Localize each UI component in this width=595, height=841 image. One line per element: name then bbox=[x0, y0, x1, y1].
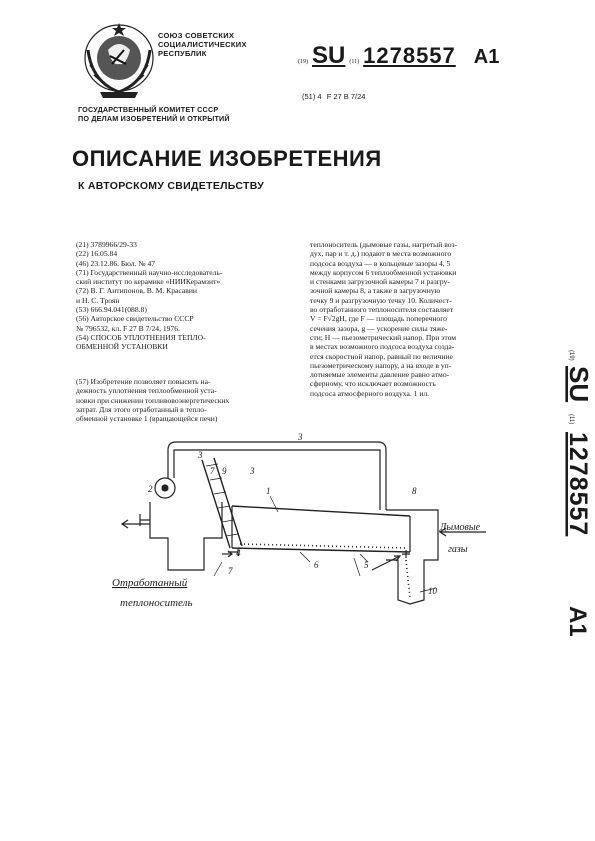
label-3a: 3 bbox=[198, 450, 203, 460]
abstract-line: и стенками загрузочной камеры 7 и разгру- bbox=[310, 277, 450, 287]
abstract-line: сферному, что исключает возможность bbox=[310, 379, 436, 389]
abstract-line: между корпусом 6 теплообменной установки bbox=[310, 267, 457, 277]
country-code: SU bbox=[312, 42, 346, 69]
biblio-line: (22) 16.05.84 bbox=[76, 249, 118, 259]
ipc-classification bbox=[302, 92, 365, 101]
abstract-line: дух, пар и т. д.) подают в места возможного bbox=[310, 249, 452, 259]
kiln-sealing-diagram bbox=[110, 420, 500, 620]
page-title: ОПИСАНИЕ ИЗОБРЕТЕНИЯ bbox=[72, 146, 382, 171]
abstract-line: ется скоростной напор, равный по величине bbox=[310, 351, 453, 361]
biblio-line: ОБМЕННОЙ УСТАНОВКИ bbox=[76, 342, 168, 352]
exhaust-label-2: теплоноситель bbox=[120, 597, 193, 609]
patent-number: 1278557 bbox=[363, 43, 456, 68]
code-11: (11) bbox=[349, 59, 360, 65]
ussr-emblem-icon bbox=[80, 20, 158, 100]
abstract-line: V = F√2gH, где F — площадь поперечного bbox=[310, 314, 447, 324]
biblio-line: (53) 666.94.041(088.8) bbox=[76, 305, 147, 315]
label-3b: 3 bbox=[298, 432, 303, 442]
org-line: СОЮЗ СОВЕТСКИХ bbox=[158, 31, 235, 40]
exhaust-label-1: Отработанный bbox=[112, 577, 188, 589]
organization-name bbox=[158, 31, 247, 58]
label-5: 5 bbox=[364, 560, 369, 570]
flue-gas-label-1: Дымовые bbox=[440, 522, 481, 533]
vertical-doc-kind: A1 bbox=[564, 606, 591, 637]
biblio-line: и Н. С. Троян bbox=[76, 295, 120, 305]
abstract-line: дежность уплотнения теплообменной уста- bbox=[76, 386, 217, 396]
committee-line: ПО ДЕЛАМ ИЗОБРЕТЕНИЙ И ОТКРЫТИЙ bbox=[78, 114, 230, 123]
abstract-line: во отработанного теплоносителя составляет bbox=[310, 305, 454, 315]
label-3c: 3 bbox=[250, 466, 255, 476]
label-4: 4 bbox=[236, 548, 241, 558]
document-kind: A1 bbox=[473, 46, 500, 68]
abstract-left-column bbox=[76, 377, 298, 423]
abstract-line: течку 9 и разгрузочную течку 10. Количест- bbox=[310, 295, 452, 305]
biblio-line: (71) Государственный научно-исследователь- bbox=[76, 267, 223, 277]
loading-chamber bbox=[150, 502, 222, 570]
label-2: 2 bbox=[148, 484, 153, 494]
abstract-line: лотняемые элементы давление равно атмо- bbox=[310, 370, 450, 380]
abstract-line: сти; H — пьезометрический напор. При этом bbox=[310, 332, 457, 342]
biblio-line: (72) В. Г. Антипонов, В. М. Красавин bbox=[76, 286, 197, 296]
ipc-code: F 27 B 7/24 bbox=[326, 92, 366, 101]
ipc-prefix: (51) 4 bbox=[302, 92, 322, 101]
label-6: 6 bbox=[314, 560, 319, 570]
abstract-line: затрат. Для этого отработанный в тепло- bbox=[76, 404, 207, 414]
label-1: 1 bbox=[266, 486, 271, 496]
label-8: 8 bbox=[412, 486, 417, 496]
abstract-line: пьезометрическому напору, а на входе в уп- bbox=[310, 360, 452, 370]
abstract-line: (57) Изобретение позволяет повысить на- bbox=[76, 377, 211, 386]
abstract-line: новки при снижении топливовоэнергетических bbox=[76, 395, 230, 405]
abstract-line: зочной камеры 8, а также в загрузочную bbox=[310, 286, 441, 296]
abstract-right-column bbox=[310, 240, 550, 398]
unloading-chute bbox=[406, 560, 410, 598]
label-9: 9 bbox=[222, 466, 227, 476]
abstract-line: сечения зазора, g — ускорение силы тяже- bbox=[310, 323, 448, 333]
flue-gas-label-2: газы bbox=[448, 544, 468, 555]
biblio-line: № 796532, кл. F 27 B 7/24, 1976. bbox=[76, 323, 180, 333]
label-10: 10 bbox=[428, 586, 437, 596]
page-subtitle: К АВТОРСКОМУ СВИДЕТЕЛЬСТВУ bbox=[78, 180, 265, 192]
vertical-code-11: (11) bbox=[568, 414, 574, 425]
label-7a: 7 bbox=[210, 466, 215, 476]
biblio-line: (54) СПОСОБ УПЛОТНЕНИЯ ТЕПЛО- bbox=[76, 332, 206, 342]
committee-name bbox=[78, 105, 230, 123]
kiln-drum bbox=[232, 506, 410, 552]
vertical-code-19: (19) bbox=[568, 350, 574, 361]
label-7b: 7 bbox=[228, 566, 233, 576]
committee-line: ГОСУДАРСТВЕННЫЙ КОМИТЕТ СССР bbox=[78, 105, 219, 114]
vertical-patent-number bbox=[540, 348, 594, 668]
org-line: СОЦИАЛИСТИЧЕСКИХ bbox=[158, 40, 247, 49]
material-layer bbox=[240, 544, 408, 548]
code-19: (19) bbox=[298, 59, 308, 65]
abstract-line: подсоса атмосферного воздуха. 1 ил. bbox=[310, 388, 430, 398]
vertical-patent-number-text: 1278557 bbox=[564, 432, 592, 537]
biblio-line: (21) 3789966/29-33 bbox=[76, 240, 137, 249]
vertical-country: SU bbox=[564, 366, 594, 403]
org-line: РЕСПУБЛИК bbox=[158, 49, 207, 58]
document-number bbox=[298, 42, 499, 70]
bibliographic-data bbox=[76, 240, 298, 352]
abstract-line: теплоноситель (дымовые газы, нагретый воз- bbox=[310, 240, 458, 249]
biblio-line: (56) Авторское свидетельство СССР bbox=[76, 314, 194, 324]
top-pipe-inner bbox=[174, 450, 380, 510]
biblio-line: ский институт по керамике «НИИКерамзит» bbox=[76, 277, 221, 287]
biblio-line: (46) 23.12.86. Бюл. № 47 bbox=[76, 258, 156, 268]
abstract-line: обменной установке 1 (вращающейся печи) bbox=[76, 414, 218, 424]
abstract-line: подсоса воздуха — в кольцевые зазоры 4, 5 bbox=[310, 258, 451, 268]
abstract-line: в местах возможного подсоса воздуха созда- bbox=[310, 342, 455, 352]
